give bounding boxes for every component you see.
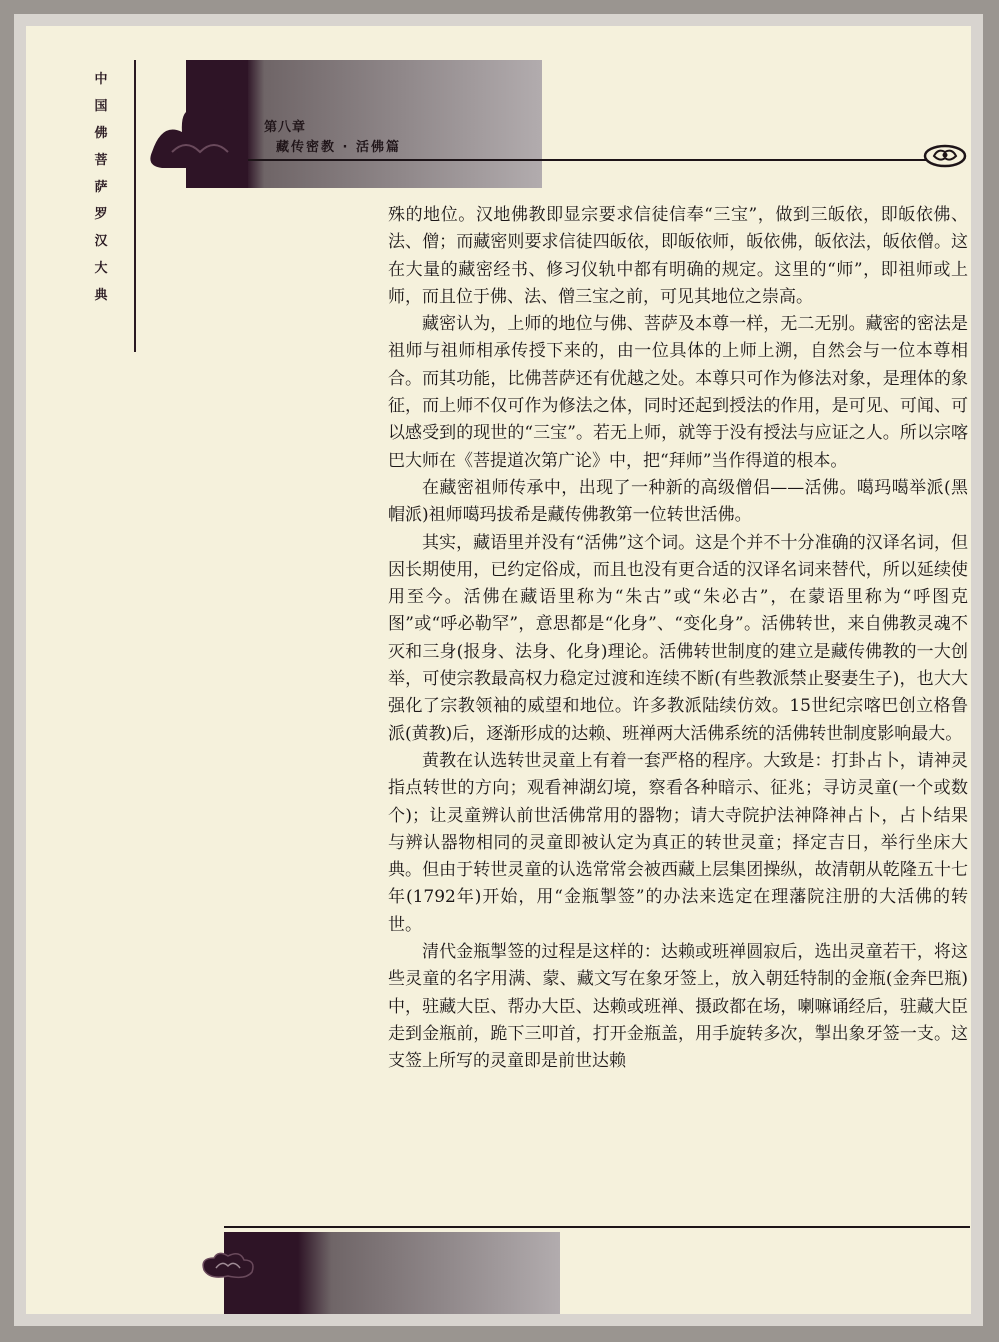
paragraph: 其实，藏语里并没有“活佛”这个词。这是个并不十分准确的汉译名词，但因长期使用，已约定俗成，而且也没有更合适的汉译名词来替代，所以延续使用至今。活佛在藏语里称为“朱古”或“朱必古”，在蒙语里称为“呼图克图”或“呼必勒罕”，意思都是“化身”、“变化身”。活佛转世，来自佛教灵魂不灭和三身(报身、法身、化身)理论。活佛转世制度的建立是藏传佛教的一大创举，可使宗教最高权力稳定过渡和连续不断(有些教派禁止娶妻生子)，也大大强化了宗教领袖的威望和地位。许多教派陆续仿效。15世纪宗喀巴创立格鲁派(黄教)后，逐渐形成的达赖、班禅两大活佛系统的活佛转世制度影响最大。 (388, 532, 968, 744)
side-title-char: 汉 (94, 234, 108, 249)
side-title-char: 国 (94, 99, 108, 114)
book-page (26, 26, 971, 1314)
paragraph: 在藏密祖师传承中，出现了一种新的高级僧侣——活佛。噶玛噶举派(黑帽派)祖师噶玛拔希是藏传佛教第一位转世活佛。 (388, 477, 968, 526)
chapter-label: 第八章 (264, 120, 307, 135)
body-text (388, 202, 968, 1076)
paragraph: 殊的地位。汉地佛教即显宗要求信徒信奉“三宝”，做到三皈依，即皈依佛、法、僧；而藏密则要求信徒四皈依，即皈依师，皈依佛，皈依法，皈依僧。这在大量的藏密经书、修习仪轨中都有明确的规定。这里的“师”，即祖师或上师，而且位于佛、法、僧三宝之前，可见其地位之崇高。 (388, 205, 968, 307)
cloud-ornament-icon (922, 142, 968, 170)
side-rule (134, 60, 136, 352)
paragraph: 黄教在认选转世灵童上有着一套严格的程序。大致是：打卦占卜，请神灵指点转世的方向；观看神湖幻境，察看各种暗示、征兆；寻访灵童(一个或数个)；让灵童辨认前世活佛常用的器物；请大寺院护法神降神占卜，占卜结果与辨认器物相同的灵童即被认定为真正的转世灵童；择定吉日，举行坐床大典。但由于转世灵童的认选常常会被西藏上层集团操纵，故清朝从乾隆五十七年(1792年)开始，用“金瓶掣签”的办法来选定在理藩院注册的大活佛的转世。 (388, 750, 968, 935)
section-label: 藏传密教 · 活佛篇 (276, 140, 401, 155)
paragraph: 藏密认为，上师的地位与佛、菩萨及本尊一样，无二无别。藏密的密法是祖师与祖师相承传授下来的，由一位具体的上师上溯，自然会与一位本尊相合。而其功能，比佛菩萨还有优越之处。本尊只可作为修法对象，是理体的象征，而上师不仅可作为修法之体，同时还起到授法的作用，是可见、可闻、可以感受到的现世的“三宝”。若无上师，就等于没有授法与应证之人。所以宗喀巴大师在《菩提道次第广论》中，把“拜师”当作得道的根本。 (388, 314, 968, 471)
side-title-char: 菩 (94, 153, 108, 168)
paragraph: 清代金瓶掣签的过程是这样的：达赖或班禅圆寂后，选出灵童若干，将这些灵童的名字用满、蒙、藏文写在象牙签上，放入朝廷特制的金瓶(金奔巴瓶)中，驻藏大臣、帮办大臣、达赖或班禅、摄政都在场，喇嘛诵经后，驻藏大臣走到金瓶前，跪下三叩首，打开金瓶盖，用手旋转多次，掣出象牙签一支。这支签上所写的灵童即是前世达赖 (388, 942, 968, 1072)
footer-rule (224, 1226, 970, 1228)
running-book-title (90, 66, 112, 309)
footer-banner (224, 1232, 560, 1314)
side-title-char: 典 (94, 288, 108, 303)
cloud-ornament-icon (198, 1248, 256, 1282)
side-title-char: 萨 (94, 180, 108, 195)
header-rule (248, 159, 926, 161)
side-title-char: 佛 (94, 126, 108, 141)
side-title-char: 罗 (94, 207, 108, 222)
side-title-char: 大 (94, 261, 108, 276)
lotus-ornament-icon (142, 82, 252, 182)
side-title-char: 中 (94, 72, 108, 87)
